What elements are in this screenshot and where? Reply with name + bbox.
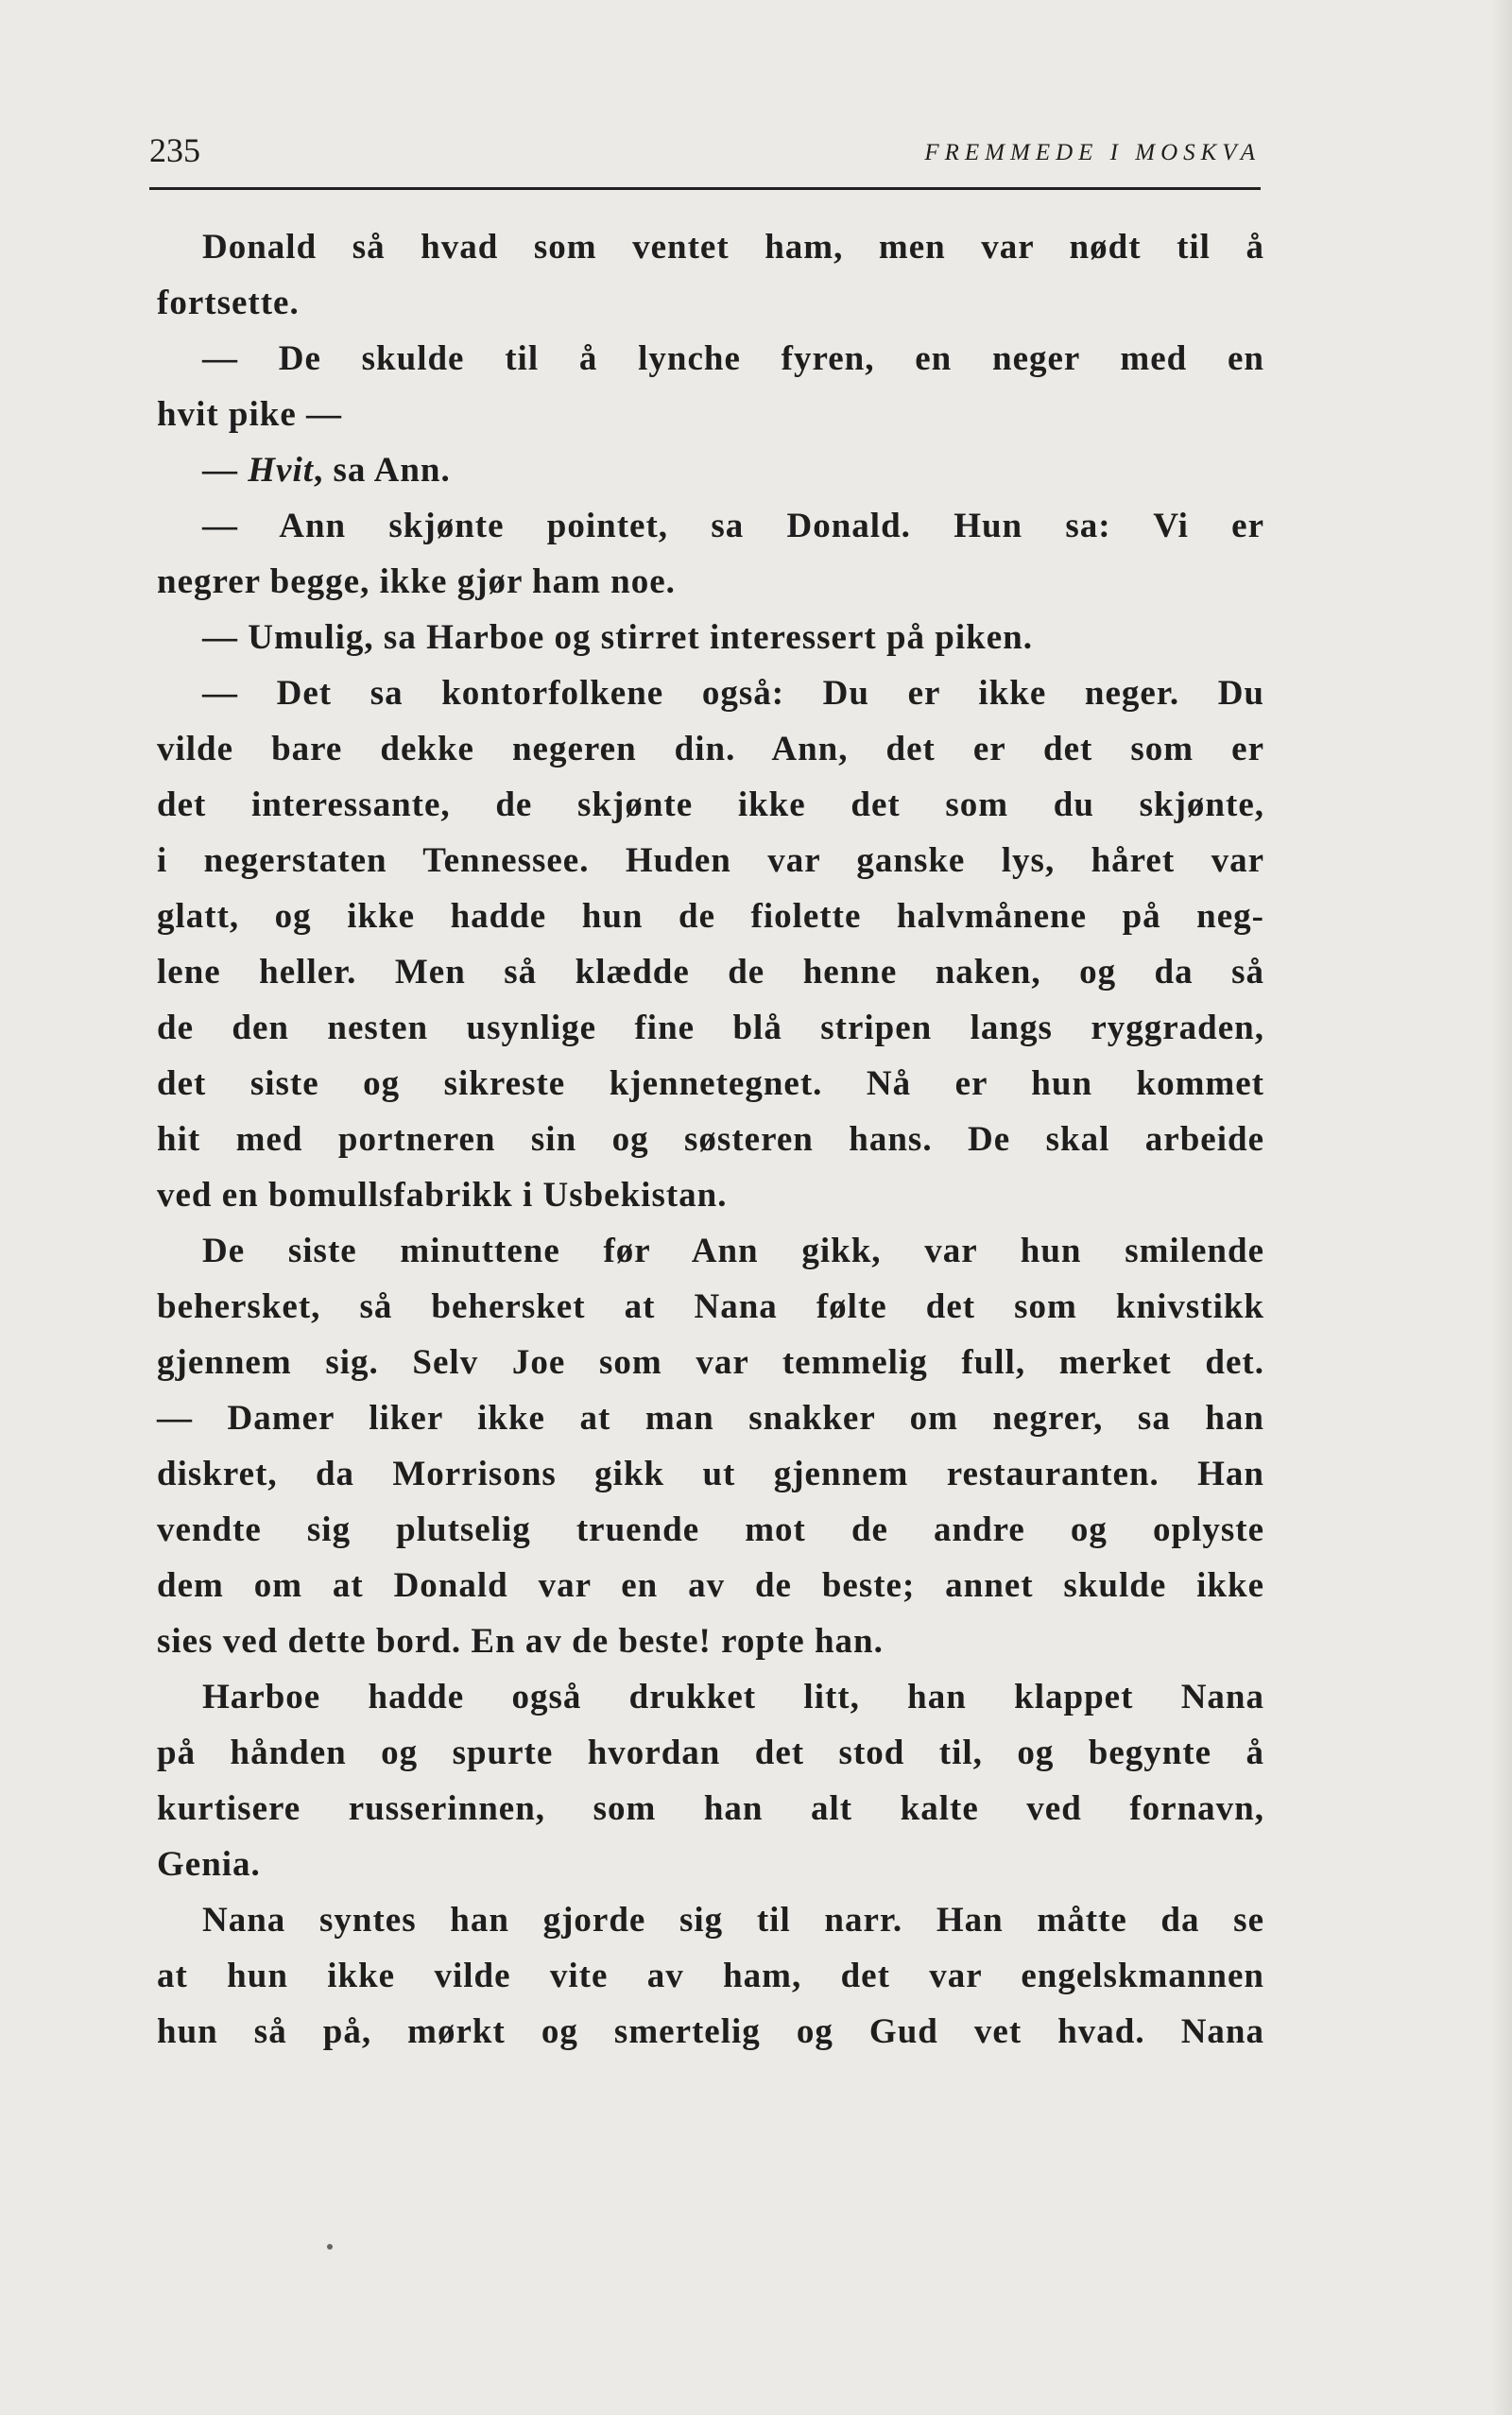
text-line: lene heller. Men så klædde de henne naken, og da så (157, 953, 1264, 992)
text-line: Nana syntes han gjorde sig til narr. Han måtte da se (202, 1901, 1264, 1940)
text-line: hit med portneren sin og søsteren hans. De skal arbeide (157, 1120, 1264, 1159)
page-edge-shadow (1491, 0, 1512, 2415)
text-line: — Hvit, sa Ann. (202, 451, 451, 490)
text-line: på hånden og spurte hvordan det stod til, og begynte å (157, 1734, 1264, 1772)
running-head (149, 121, 1261, 178)
text-line: De siste minuttene før Ann gikk, var hun smilende (202, 1232, 1264, 1270)
text-line: glatt, og ikke hadde hun de fiolette halvmånene på neg- (157, 897, 1264, 936)
running-title: FREMMEDE I MOSKVA (924, 140, 1261, 165)
paper-speck (327, 2244, 333, 2250)
text-line: — Det sa kontorfolkene også: Du er ikke neger. Du (202, 674, 1264, 713)
text-line: — Umulig, sa Harboe og stirret interessert på piken. (202, 618, 1033, 657)
text-line: ved en bomullsfabrikk i Usbekistan. (157, 1176, 728, 1215)
text-line: kurtisere russerinnen, som han alt kalte ved fornavn, (157, 1789, 1264, 1828)
text-line: de den nesten usynlige fine blå stripen langs ryggraden, (157, 1009, 1264, 1047)
page-number: 235 (149, 131, 200, 169)
text-line: fortsette. (157, 284, 300, 322)
text-line: — Ann skjønte pointet, sa Donald. Hun sa: Vi er (202, 507, 1264, 545)
text-line: dem om at Donald var en av de beste; annet skulde ikke (157, 1566, 1264, 1605)
text-line: Genia. (157, 1845, 261, 1884)
text-line: vendte sig plutselig truende mot de andre og oplyste (157, 1510, 1264, 1549)
text-line: — Damer liker ikke at man snakker om negrer, sa han (157, 1399, 1264, 1438)
body-text (157, 219, 1264, 2060)
header-rule (149, 187, 1261, 190)
text-line: gjennem sig. Selv Joe som var temmelig full, merket det. (157, 1343, 1264, 1382)
text-line: sies ved dette bord. En av de beste! ropte han. (157, 1622, 884, 1661)
text-line: at hun ikke vilde vite av ham, det var engelskmannen (157, 1957, 1264, 1995)
text-line: i negerstaten Tennessee. Huden var ganske lys, håret var (157, 841, 1264, 880)
text-line: Harboe hadde også drukket litt, han klappet Nana (202, 1678, 1264, 1716)
text-line: det siste og sikreste kjennetegnet. Nå er hun kommet (157, 1064, 1264, 1103)
text-line: vilde bare dekke negeren din. Ann, det er det som er (157, 730, 1264, 768)
text-line: behersket, så behersket at Nana følte det som knivstikk (157, 1287, 1264, 1326)
text-line: hvit pike — (157, 395, 343, 434)
text-line: — De skulde til å lynche fyren, en neger med en (202, 339, 1264, 378)
text-line: hun så på, mørkt og smertelig og Gud vet hvad. Nana (157, 2012, 1264, 2051)
text-line: det interessante, de skjønte ikke det som du skjønte, (157, 785, 1264, 824)
text-line: negrer begge, ikke gjør ham noe. (157, 562, 676, 601)
text-line: Donald så hvad som ventet ham, men var nødt til å (202, 228, 1264, 267)
text-line: diskret, da Morrisons gikk ut gjennem restauranten. Han (157, 1455, 1264, 1493)
